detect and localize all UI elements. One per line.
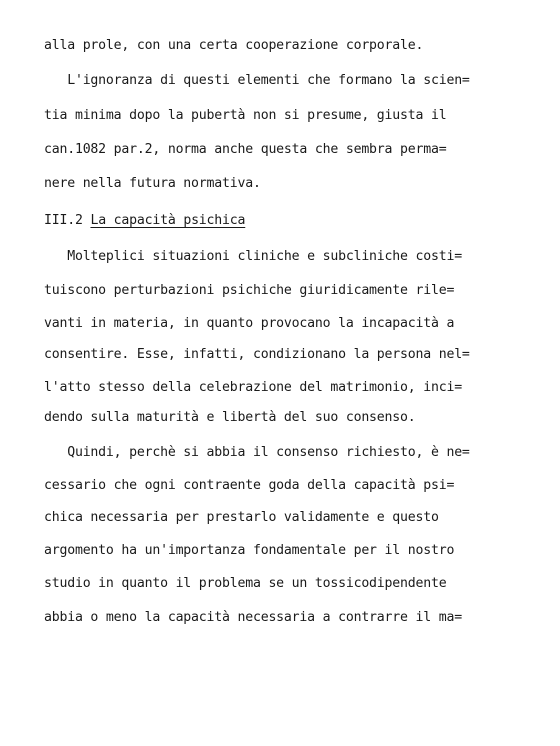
text-line: argomento ha un'importanza fondamentale per il nostro	[44, 543, 455, 558]
text-line: consentire. Esse, infatti, condizionano la persona nel=	[44, 347, 470, 362]
section-heading	[44, 213, 245, 228]
text-line: Quindi, perchè si abbia il consenso richiesto, è ne=	[44, 445, 470, 460]
text-line: studio in quanto il problema se un tossicodipendente	[44, 576, 447, 591]
text-line: tuiscono perturbazioni psichiche giuridicamente rile=	[44, 283, 455, 298]
text-line: L'ignoranza di questi elementi che formano la scien=	[44, 73, 470, 88]
text-line: cessario che ogni contraente goda della capacità psi=	[44, 478, 455, 493]
section-title: La capacità psichica	[90, 213, 246, 228]
text-line: vanti in materia, in quanto provocano la incapacità a	[44, 316, 455, 331]
text-line: nere nella futura normativa.	[44, 176, 261, 191]
text-line: can.1082 par.2, norma anche questa che sembra perma=	[44, 142, 447, 157]
text-line: abbia o meno la capacità necessaria a contrarre il ma=	[44, 610, 462, 625]
text-line: dendo sulla maturità e libertà del suo consenso.	[44, 410, 416, 425]
text-line: alla prole, con una certa cooperazione corporale.	[44, 38, 424, 53]
text-line: l'atto stesso della celebrazione del matrimonio, inci=	[44, 380, 462, 395]
section-number: III.2	[44, 213, 83, 228]
text-line: tia minima dopo la pubertà non si presume, giusta il	[44, 108, 447, 123]
text-line: chica necessaria per prestarlo validamente e questo	[44, 510, 439, 525]
text-line: Molteplici situazioni cliniche e subcliniche costi=	[44, 249, 462, 264]
